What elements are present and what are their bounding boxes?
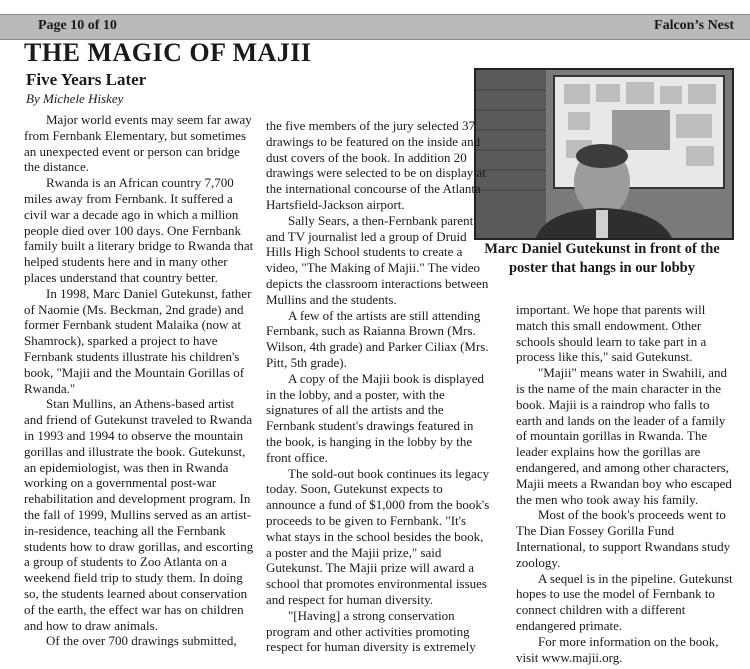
- column-2: [266, 118, 490, 655]
- column-3: [516, 302, 736, 665]
- paragraph: "Majii" means water in Swahili, and is the name of the main character in the book. Majii is a raindrop who falls to earth and lands on the leader of a family of mountain gorillas in Rwanda. The leader explains how the gorillas are endangered, and among other characters, Majii meets a Rwandan boy who escaped the men who took away his family.: [516, 365, 732, 507]
- column-1: [24, 112, 254, 649]
- article-subtitle: Five Years Later: [26, 70, 147, 89]
- paragraph: Of the over 700 drawings submitted,: [46, 633, 237, 649]
- paragraph: The sold-out book continues its legacy today. Soon, Gutekunst expects to announce a fund of $1,000 from the book's proceeds to be given to Fernbank. "It's what stays in the school besides the book, a poster and the Majii prize," said Gutekunst. The Majii prize will award a school that promotes environmental issues and respect for human diversity.: [266, 465, 490, 607]
- paragraph: Major world events may seem far away from Fernbank Elementary, but sometimes an unexpected event or person can bridge the distance.: [24, 112, 252, 175]
- article-photo: [474, 68, 734, 240]
- paragraph: In 1998, Marc Daniel Gutekunst, father of Naomie (Ms. Beckman, 2nd grade) and former Fernbank student Malaika (now at Shamrock), sparked a project to have Fernbank students illustrate his children's book, "Majii and the Mountain Gorillas of Rwanda.": [24, 285, 252, 396]
- paragraph: important. We hope that parents will match this small endowment. Other schools should learn to take part in a process like this," said Gutekunst.: [516, 302, 707, 365]
- article-byline: By Michele Hiskey: [26, 91, 124, 106]
- paragraph: A few of the artists are still attending Fernbank, such as Raianna Brown (Mrs. Wilson, 4th grade) and Parker Ciliax (Mrs. Pitt, 5th grade).: [266, 307, 489, 370]
- paragraph: Stan Mullins, an Athens-based artist and friend of Gutekunst traveled to Rwanda in 1993 and 1994 to observe the mountain gorillas and illustrate the book. Gutekunst, an epidemiologist, was then in Rwanda working on a governmental post-war rehabilitation and development program. In the fall of 1999, Mullins served as an artist-in-residence, teaching all the Fernbank students how to draw gorillas, and escorting a group of students to Zoo Atlanta on a weekend field trip to study them. In doing so, the students learned about conservation of the earth, the effect war has on children and how to draw animals.: [24, 396, 254, 633]
- paragraph: Rwanda is an African country 7,700 miles away from Fernbank. It suffered a civil war a decade ago in which a million people died over 100 days. One Fernbank family built a literary bridge to Rwanda that helped students here and in many other places understand that country better.: [24, 175, 254, 285]
- newsletter-name: Falcon’s Nest: [654, 18, 734, 33]
- photo-caption: Marc Daniel Gutekunst in front of the poster that hangs in our lobby: [484, 241, 720, 276]
- paragraph: "[Having] a strong conservation program and other activities promoting respect for human diversity is extremely: [266, 607, 476, 655]
- paragraph: Most of the book's proceeds went to The Dian Fossey Gorilla Fund International, to support Rwandans study zoology.: [516, 507, 731, 570]
- paragraph: A copy of the Majii book is displayed in the lobby, and a poster, with the signatures of all the artists and the Fernbank student's drawings featured in the book, is hanging in the lobby by the front office.: [266, 370, 485, 465]
- paragraph: the five members of the jury selected 37 drawings to be featured on the inside and dust covers of the book. In addition 20 drawings were selected to be on display at the international concourse of the Atlanta Hartsfield-Jackson airport.: [266, 118, 486, 212]
- paragraph: A sequel is in the pipeline. Gutekunst hopes to use the model of Fernbank to connect children with a different endangered primate.: [516, 570, 733, 633]
- paragraph: For more information on the book, visit www.majii.org.: [516, 633, 719, 665]
- page-number: Page 10 of 10: [38, 18, 117, 33]
- paragraph: Sally Sears, a then-Fernbank parent and TV journalist led a group of Druid Hills High School students to create a video, "The Making of Majii." The video depicts the classroom interactions between Mullins and the students.: [266, 212, 489, 307]
- page-header: [0, 14, 750, 40]
- article-title: THE MAGIC OF MAJII: [24, 38, 312, 67]
